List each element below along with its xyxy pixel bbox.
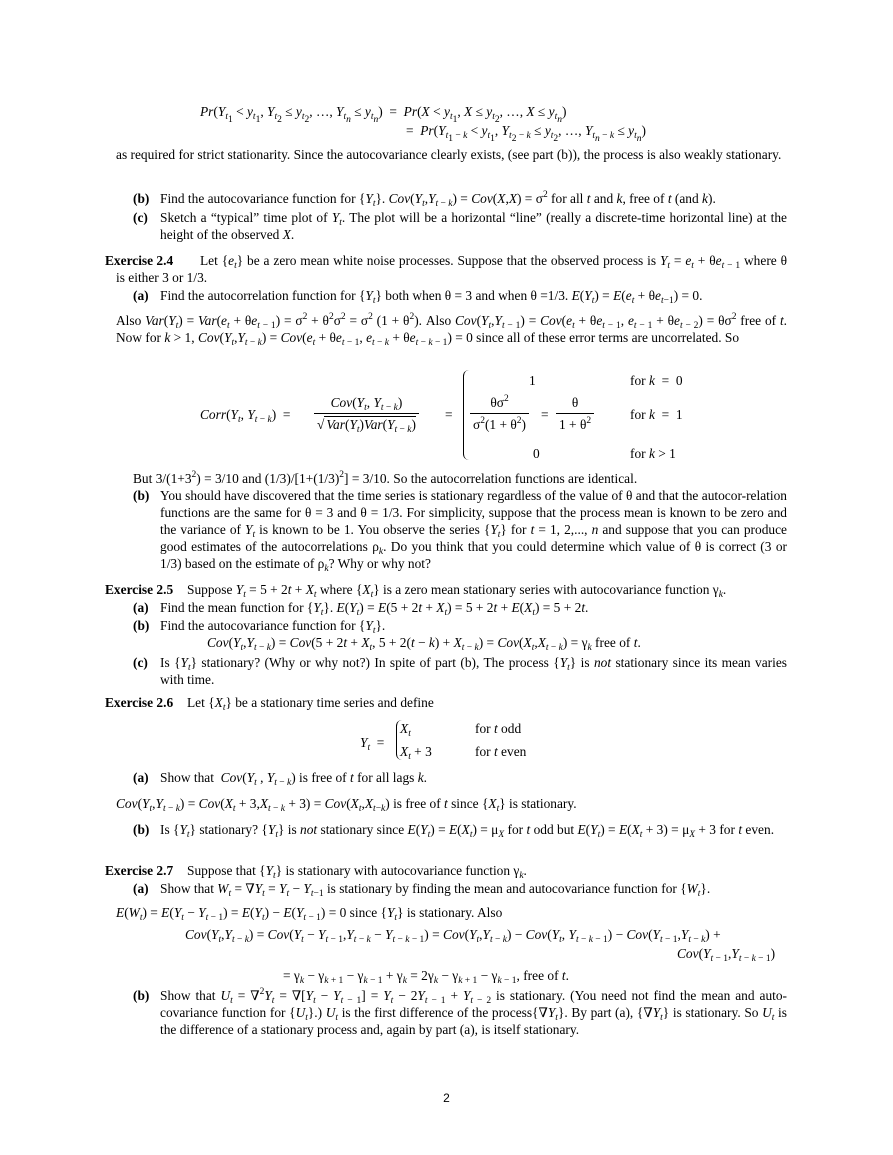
- paragraph: $Cov(Y_t,Y_{t - k}) = Cov(X_t + 3,X_{t - k} + 3) = Cov(X_t,X_{t-k})$ is free of t since $\{X_t\}$ is stationary.: [116, 796, 577, 814]
- paragraph: Find the autocovariance function for $\{Y_t\}$. $Cov(Y_t,Y_{t - k}) = Cov(X,X) = \sigma^2$ for all t and k, free of t (and k).: [160, 190, 716, 209]
- part-label: (b): [133, 488, 150, 503]
- case-value: $X_t$: [400, 721, 411, 739]
- paragraph: Show that $U_t = \nabla^2Y_t = \nabla[Y_t - Y_{t - 1}] = Y_t - 2Y_{t - 1} + Y_{t - 2}$ is stationary. (You need not find the mean and auto-covariance function for $\{U_t\}$.) $U_t$ is the first difference of the $process\{\nabla Y_t\}$. By part (a), $\{\nabla Y_t\}$ is stationary. So $U_t$ is the difference of a stationary process and, again by part (a), is itself stationary.: [160, 987, 788, 1037]
- case-condition: for k = 0: [630, 373, 683, 388]
- case-condition: for t odd: [475, 721, 522, 736]
- page-number: 2: [443, 1091, 450, 1105]
- paragraph: $Cov(Y_t,Y_{t - k}) = Cov(5 + 2t + X_t$, $5 + 2(t - k) + X_{t - k}) = Cov(X_t,X_{t - k}) = \gamma_k$ free of t.: [207, 635, 641, 653]
- corr-fraction: $\frac{Cov(Y_t, Y_{t - k})}{√ Var(Y_t)Var(Y_{t - k})}$: [314, 394, 419, 433]
- case-value: 1: [529, 373, 536, 388]
- part-label: (b): [133, 191, 150, 206]
- paragraph: Find the mean function for $\{Y_t\}$. $E(Y_t) = E(5 + 2t + X_t) = 5 + 2t + E(X_t) = 5 + 2t$.: [160, 600, 589, 618]
- paragraph: Suppose $Y_t = 5 + 2t + X_t$ where $\{X_t\}$ is a zero mean stationary series with autocovariance function $\gamma_k$.: [187, 582, 727, 600]
- paragraph: Let $\{X_t\}$ be a stationary time series and define: [187, 695, 434, 713]
- paragraph: Is $\{Y_t\}$ stationary? (Why or why not?) In spite of part (b), The process $\{Y_t\}$ is not stationary since its mean varies with time.: [160, 655, 787, 687]
- paragraph: You should have discovered that the time series is stationary regardless of the value of θ and that the autocor-relation functions are the same for θ = 3 and θ = 1/3. For simplicity, suppose that the process mean is known to be zero and the variance of $Y_t$ is known to be 1. You observe the series $\{Y_t\}$ for t = 1, 2,..., n and suppose that you can produce good estimates of the autocorrelations $\rho_k$. Do you think that you could determine which value of θ is correct (3 or 1/3) based on the estimate of $\rho_k$? Why or why not?: [160, 488, 787, 574]
- paragraph: $Cov(Y_t,Y_{t - k}) = Cov(Y_t - Y_{t - 1},Y_{t - k} - Y_{t - k - 1}) = Cov(Y_t,Y_{t - k}) - Cov(Y_t$, $Y_{t - k - 1}) - Cov(Y_{t - 1},Y_{t - k})$ +: [185, 927, 721, 945]
- case-value: $\frac{\theta\sigma^2}{\sigma^2(1 + \theta^2)}$: [470, 394, 529, 433]
- case-value: 0: [533, 446, 540, 461]
- stationarity-equation-line-1: $Pr(Y_{t_1} < y_{t_1}$, $Y_{t_2} \le y_{t_2}$, …, $Y_{t_n} \le y_{t_n}) = Pr(X < y_{t_1}$, $X \le y_{t_2}$, …, $X \le y_{t_n}$): [200, 104, 567, 125]
- paragraph: Show that $W_t = \nabla Y_t = Y_t - Y_{t-1}$ is stationary by finding the mean and autocovariance function for $\{W_t\}$.: [160, 881, 711, 899]
- part-label: (b): [133, 988, 150, 1003]
- part-label: (c): [133, 655, 148, 670]
- case-value: $X_t + 3$: [400, 744, 432, 762]
- part-label: (a): [133, 770, 149, 785]
- part-label: (a): [133, 881, 149, 896]
- part-label: (b): [133, 822, 150, 837]
- paragraph: Show that $Cov(Y_t$ , $Y_{t - k}$) is free of t for all lags k.: [160, 770, 428, 788]
- part-label: (a): [133, 288, 149, 303]
- paragraph: $Cov(Y_{t - 1},Y_{t - k - 1})$: [677, 946, 776, 964]
- exercise-heading: Exercise 2.7: [105, 863, 174, 878]
- paragraph: Is $\{Y_t\}$ stationary? $\{Y_t\}$ is not stationary since $E(Y_t) = E(X_t) = \mu_X$ for t odd but $E(Y_t) = E(X_t + 3) = \mu_X + 3$ for t even.: [160, 822, 775, 840]
- paragraph: Sketch a “typical” time plot of $Y_t$. The plot will be a horizontal “line” (really a discrete-time horizontal line) at the height of the observed X.: [160, 210, 787, 242]
- part-label: (a): [133, 600, 149, 615]
- paragraph: as required for strict stationarity. Since the autocovariance clearly exists, (see part (b)), the process is also weakly stationary.: [116, 147, 782, 162]
- corr-lhs: $Corr(Y_t$, $Y_{t - k}$) =: [200, 407, 291, 425]
- case-condition: for k = 1: [630, 407, 683, 422]
- equals-sign: =: [445, 407, 453, 422]
- paragraph: Let $\{e_t\}$ be a zero mean white noise processes. Suppose that the observed process is $Y_t = e_t + \theta e_{t - 1}$ where θ is either 3 or 1/3.: [116, 253, 788, 285]
- case-condition: for t even: [475, 744, 527, 759]
- part-label: (c): [133, 210, 148, 225]
- exercise-heading: Exercise 2.4: [105, 253, 174, 268]
- exercise-heading: Exercise 2.5: [105, 582, 174, 597]
- case-condition: for k > 1: [630, 446, 676, 461]
- paragraph: Find the autocovariance function for $\{Y_t\}$.: [160, 618, 386, 636]
- paragraph: But $3/(1+3^2) = 3/10$ and $(1/3)/[1+(1/3)^2] = 3/10$. So the autocorrelation functions are identical.: [133, 470, 638, 486]
- case-value: $\frac{\theta}{1 + \theta^2}$: [556, 394, 594, 433]
- paragraph: Find the autocorrelation function for $\{Y_t\}$ both when θ = 3 and when θ =1/3. $E(Y_t) = E(e_t + \theta e_{t-1}) = 0$.: [160, 288, 703, 306]
- yt-lhs: $Y_t$ =: [360, 735, 385, 753]
- paragraph: = $\gamma_k - \gamma_{k + 1} - \gamma_{k - 1} + \gamma_k = 2\gamma_k - \gamma_{k + 1} - \gamma_{k - 1}$, free of t.: [283, 968, 569, 986]
- paragraph: Suppose that $\{Y_t\}$ is stationary with autocovariance function $\gamma_k$.: [187, 863, 527, 881]
- paragraph: $E(W_t) = E(Y_t - Y_{t - 1}) = E(Y_t) - E(Y_{t - 1}) = 0$ since $\{Y_t\}$ is stationary. Also: [116, 905, 503, 923]
- stationarity-equation-line-2: = $Pr(Y_{t_1 - k} < y_{t_1}$, $Y_{t_2 - k} \le y_{t_2}$, …, $Y_{t_n - k} \le y_{t_n}$): [406, 123, 646, 144]
- exercise-heading: Exercise 2.6: [105, 695, 174, 710]
- equals-sign: =: [541, 407, 549, 422]
- paragraph: Also $Var(Y_t) = Var(e_t + \theta e_{t - 1}) = \sigma^2 + \theta^2\sigma^2 = \sigma^2$ $(1 + \theta^2)$. Also $Cov(Y_t,Y_{t - 1}) = Cov(e_t + \theta e_{t - 1}$, $e_{t - 1} + \theta e_{t - 2}) = \theta\sigma^2$ free of t. Now for k > 1, $Cov(Y_t,Y_{t - k}) = Cov(e_t + \theta e_{t - 1}$, $e_{t - k} + \theta e_{t - k - 1}) = 0$ since all of these error terms are uncorrelated. So: [116, 312, 788, 348]
- part-label: (b): [133, 618, 150, 633]
